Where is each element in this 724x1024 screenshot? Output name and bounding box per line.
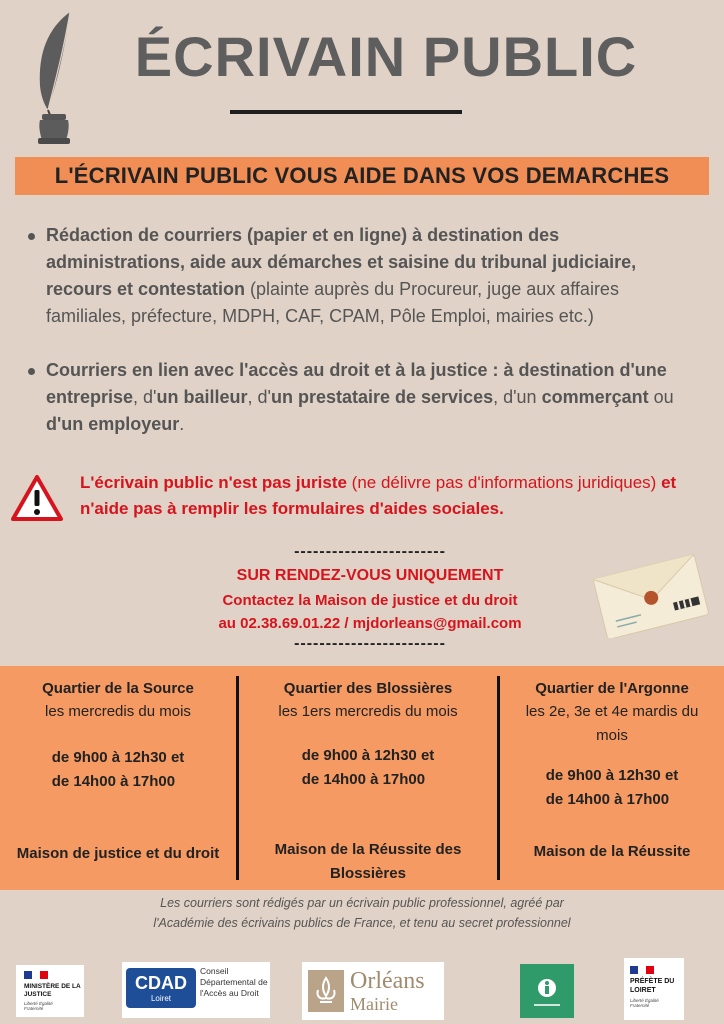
quartier-days: les 1ers mercredis du mois [278, 703, 458, 720]
warning-text [80, 470, 700, 522]
page-title: ÉCRIVAIN PUBLIC [134, 25, 638, 88]
quartier-days: les mercredis du mois [45, 703, 191, 720]
french-flag-icon [630, 966, 654, 974]
hours-line: de 9h00 à 12h30 et [545, 767, 679, 784]
orleans-mairie-logo [302, 962, 444, 1020]
schedule-column [239, 666, 497, 890]
bullet2-part: un bailleur [156, 387, 248, 407]
warning-bold2: et n'aide pas à remplir les formulaires d'aides sociales. [80, 473, 677, 518]
bullet2-part: , d'un [493, 387, 542, 407]
bullet2-part: . [179, 414, 185, 434]
bullet1-bold: Rédaction de courriers (papier et en ligne) à destination des administrations, aide aux démarches et saisine du tribunal judiciaire, recours et contestation [46, 225, 637, 299]
quartier-name: Quartier de l'Argonne [535, 680, 689, 697]
partner-logos [0, 958, 724, 1024]
quartier-place: Maison de la Réussite des Blossières [274, 841, 462, 882]
warning-normal: (ne délivre pas d'informations juridiques) [346, 473, 662, 492]
subtitle-banner [15, 157, 709, 195]
bullet2-part: , d' [133, 387, 157, 407]
footer-note: Les courriers sont rédigés par un écrivain public professionnel, agréé par l'Académie des écrivains publics de France, et tenu au secret professionnel [153, 896, 571, 930]
cdad-full: Conseil Départemental de l'Accès au Droit [200, 966, 268, 998]
pref-motto: Liberté Égalité Fraternité [630, 998, 659, 1008]
mj-title: MINISTÈRE DE LA JUSTICE [24, 983, 81, 998]
prefete-loiret-logo [624, 958, 684, 1020]
orleans-sub: Mairie [350, 994, 398, 1014]
hours-line: de 14h00 à 17h00 [301, 771, 426, 788]
schedule-column [500, 666, 724, 890]
envelope-icon [590, 548, 710, 638]
hours-line: de 9h00 à 12h30 et [301, 747, 435, 764]
french-flag-icon [24, 971, 48, 979]
list-item [28, 222, 700, 330]
dash-separator-bottom: ------------------------ [294, 635, 446, 652]
quill-ink-icon [18, 8, 88, 148]
quartier-place: Maison de la Réussite [533, 843, 691, 860]
services-list [28, 222, 700, 438]
quartier-name: Quartier de la Source [42, 680, 194, 697]
bullet2-part: , d' [247, 387, 271, 407]
quartier-name: Quartier des Blossières [283, 680, 453, 697]
cdad-badge [126, 968, 196, 1008]
header [0, 0, 724, 160]
schedule-column [0, 666, 236, 890]
title-underline [230, 110, 462, 114]
ministere-justice-logo [16, 965, 84, 1017]
bullet1-normal: (plainte auprès du Procureur, juge aux affaires familiales, préfecture, MDPH, CAF, CPAM, Pôle Emploi, mairies etc.) [46, 279, 619, 326]
bullet2-part: d'un employeur [46, 414, 180, 434]
pref-title: PRÉFÈTE DU LOIRET [630, 978, 675, 994]
warning-block [10, 470, 714, 530]
cdad-logo [122, 962, 270, 1018]
cdad-name: CDAD [135, 973, 187, 993]
appointment-only: SUR RENDEZ-VOUS UNIQUEMENT [236, 567, 504, 584]
hours-line: de 14h00 à 17h00 [51, 773, 176, 790]
mj-motto: Liberté Égalité Fraternité [24, 1001, 53, 1011]
quartier-hours [52, 746, 185, 794]
quartier-hours [546, 764, 679, 812]
fleur-de-lis-icon [308, 970, 344, 1012]
bullet2-part: commerçant [541, 387, 649, 407]
bullet2-part: ou [648, 387, 674, 407]
quartier-place: Maison de justice et du droit [16, 845, 220, 862]
warning-bold1: L'écrivain public n'est pas juriste [80, 473, 347, 492]
hours-line: de 9h00 à 12h30 et [51, 749, 185, 766]
subtitle-text: L'ÉCRIVAIN PUBLIC VOUS AIDE DANS VOS DEMARCHES [54, 163, 670, 188]
hours-line: de 14h00 à 17h00 [545, 791, 670, 808]
dash-separator-top: ------------------------ [294, 543, 446, 560]
phone-email: au 02.38.69.01.22 / mjdorleans@gmail.com [218, 615, 522, 632]
maison-justice-logo [520, 964, 574, 1018]
quartier-days: les 2e, 3e et 4e mardis du mois [525, 703, 699, 744]
warning-triangle-icon [10, 474, 64, 522]
orleans-name: Orléans [350, 968, 425, 994]
cdad-region: Loiret [150, 994, 171, 1003]
schedule-section [0, 666, 724, 890]
quartier-hours [302, 744, 435, 792]
list-item [28, 357, 700, 438]
bullet2-part: Courriers en lien avec l'accès au droit et à la justice : à destination d'une entreprise [46, 360, 667, 407]
bullet2-part: un prestataire de services [270, 387, 494, 407]
appointment-block [150, 543, 590, 653]
contact-line: Contactez la Maison de justice et du droit [222, 592, 518, 609]
